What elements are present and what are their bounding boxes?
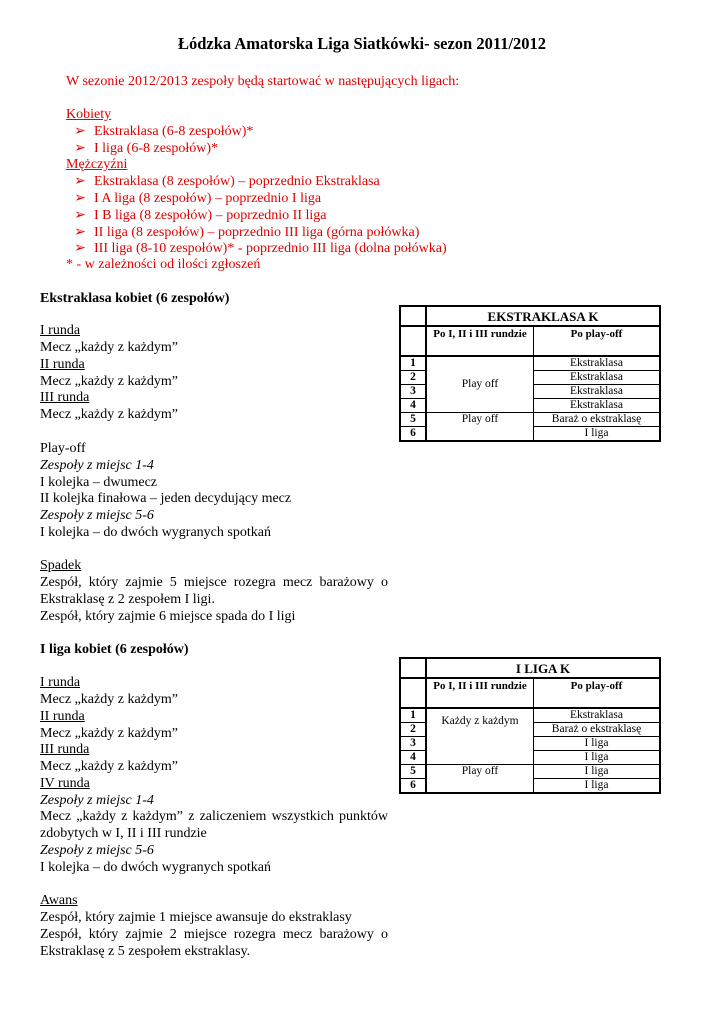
- arrow-bullet-icon: ➢: [74, 174, 86, 189]
- women-label: Kobiety: [66, 107, 112, 122]
- list-item: ➢ II liga (8 zespołów) – poprzednio III liga (górna połówka): [66, 224, 419, 241]
- section2-heading: I liga kobiet (6 zespołów): [40, 642, 189, 657]
- table-header: I LIGA K: [426, 658, 660, 678]
- promotion-paragraph: Zespół, który zajmie 1 miejsce awansuje do ekstraklasy: [40, 910, 352, 925]
- table-row: 4 Ekstraklasa: [400, 399, 660, 413]
- round-text: Mecz „każdy z każdym”: [40, 340, 178, 355]
- table-cell: Ekstraklasa: [534, 385, 661, 399]
- round-text: Mecz „każdy z każdym”: [40, 726, 178, 741]
- table-row: 2 Baraż o ekstraklasę: [400, 723, 660, 737]
- round-text: I kolejka – dwumecz: [40, 475, 158, 490]
- arrow-bullet-icon: ➢: [74, 208, 86, 223]
- round-text: Mecz „każdy z każdym” z zaliczeniem wszystkich punktów zdobytych w I, II i III rundzie: [40, 809, 388, 841]
- table-row: 1 Play off Ekstraklasa: [400, 356, 660, 371]
- table-row: 1 Każdy z każdym Ekstraklasa: [400, 708, 660, 723]
- table-cell: I liga: [534, 751, 661, 765]
- table-row: 5 Play off Baraż o ekstraklasę: [400, 413, 660, 427]
- table-cell: Ekstraklasa: [534, 356, 661, 371]
- table-cell: I liga: [534, 737, 661, 751]
- table-row: 6 I liga: [400, 779, 660, 794]
- promotion-paragraph: Zespół, który zajmie 2 miejsce rozegra mecz barażowy o Ekstraklasę z 5 zespołem ekstraklasy.: [40, 927, 388, 959]
- table-row: 3 I liga: [400, 737, 660, 751]
- teams-label: Zespoły z miejsc 5-6: [40, 508, 154, 523]
- relegation-paragraph: Zespół, który zajmie 6 miejsce spada do I ligi: [40, 609, 296, 624]
- teams-label: Zespoły z miejsc 1-4: [40, 793, 154, 808]
- list-item: ➢ I B liga (8 zespołów) – poprzednio II liga: [66, 207, 327, 224]
- arrow-bullet-icon: ➢: [74, 225, 86, 240]
- column-header: Po play-off: [534, 678, 661, 708]
- footnote: * - w zależności od ilości zgłoszeń: [66, 257, 261, 272]
- relegation-label: Spadek: [40, 558, 82, 573]
- round-text: Mecz „każdy z każdym”: [40, 692, 178, 707]
- table-cell: Play off: [426, 413, 534, 442]
- relegation-paragraph: Zespół, który zajmie 5 miejsce rozegra mecz barażowy o Ekstraklasę z 2 zespołem I ligi.: [40, 575, 388, 607]
- table-cell: I liga: [534, 765, 661, 779]
- arrow-bullet-icon: ➢: [74, 191, 86, 206]
- arrow-bullet-icon: ➢: [74, 241, 86, 256]
- league-table-ekstraklasa: [399, 305, 661, 442]
- round-text: Mecz „każdy z każdym”: [40, 759, 178, 774]
- table-cell: Play off: [426, 356, 534, 413]
- round-label: I runda: [40, 323, 81, 338]
- table-cell: Baraż o ekstraklasę: [534, 723, 661, 737]
- arrow-bullet-icon: ➢: [74, 141, 86, 156]
- round-label: II runda: [40, 709, 85, 724]
- playoff-label: Play-off: [40, 441, 86, 456]
- table-header: EKSTRAKLASA K: [426, 306, 660, 326]
- table-row: 5 Play off I liga: [400, 765, 660, 779]
- column-header: Po I, II i III rundzie: [426, 326, 534, 356]
- round-text: Mecz „każdy z każdym”: [40, 407, 178, 422]
- men-label: Mężczyźni: [66, 157, 128, 172]
- column-header: Po I, II i III rundzie: [426, 678, 534, 708]
- round-label: II runda: [40, 357, 85, 372]
- table-row: 4 I liga: [400, 751, 660, 765]
- round-text: II kolejka finałowa – jeden decydujący mecz: [40, 491, 292, 506]
- table-cell: Ekstraklasa: [534, 371, 661, 385]
- round-label: III runda: [40, 390, 90, 405]
- page-title: Łódzka Amatorska Liga Siatkówki- sezon 2011/2012: [177, 34, 547, 53]
- table-cell: I liga: [534, 427, 661, 442]
- round-label: III runda: [40, 742, 90, 757]
- promotion-label: Awans: [40, 893, 78, 908]
- table-row: 2 Ekstraklasa: [400, 371, 660, 385]
- column-header: Po play-off: [534, 326, 661, 356]
- teams-label: Zespoły z miejsc 1-4: [40, 458, 154, 473]
- round-label: IV runda: [40, 776, 90, 791]
- table-cell: Ekstraklasa: [534, 399, 661, 413]
- table-cell: Baraż o ekstraklasę: [534, 413, 661, 427]
- table-row: 3 Ekstraklasa: [400, 385, 660, 399]
- round-text: I kolejka – do dwóch wygranych spotkań: [40, 860, 271, 875]
- list-item: ➢ I liga (6-8 zespołów)*: [66, 140, 218, 157]
- list-item: ➢ Ekstraklasa (6-8 zespołów)*: [66, 123, 253, 140]
- section1-heading: Ekstraklasa kobiet (6 zespołów): [40, 291, 230, 306]
- arrow-bullet-icon: ➢: [74, 124, 86, 139]
- table-cell: Każdy z każdym: [426, 708, 534, 765]
- list-item: ➢ III liga (8-10 zespołów)* - poprzednio III liga (dolna połówka): [66, 240, 447, 257]
- league-table-i-liga: [399, 657, 661, 794]
- round-text: I kolejka – do dwóch wygranych spotkań: [40, 525, 271, 540]
- table-cell: Ekstraklasa: [534, 708, 661, 723]
- intro-text: W sezonie 2012/2013 zespoły będą startować w następujących ligach:: [66, 74, 460, 89]
- teams-label: Zespoły z miejsc 5-6: [40, 843, 154, 858]
- table-cell: I liga: [534, 779, 661, 794]
- table-cell: Play off: [426, 765, 534, 794]
- table-row: 6 I liga: [400, 427, 660, 442]
- round-label: I runda: [40, 675, 81, 690]
- round-text: Mecz „każdy z każdym”: [40, 374, 178, 389]
- list-item: ➢ I A liga (8 zespołów) – poprzednio I liga: [66, 190, 321, 207]
- list-item: ➢ Ekstraklasa (8 zespołów) – poprzednio Ekstraklasa: [66, 173, 380, 190]
